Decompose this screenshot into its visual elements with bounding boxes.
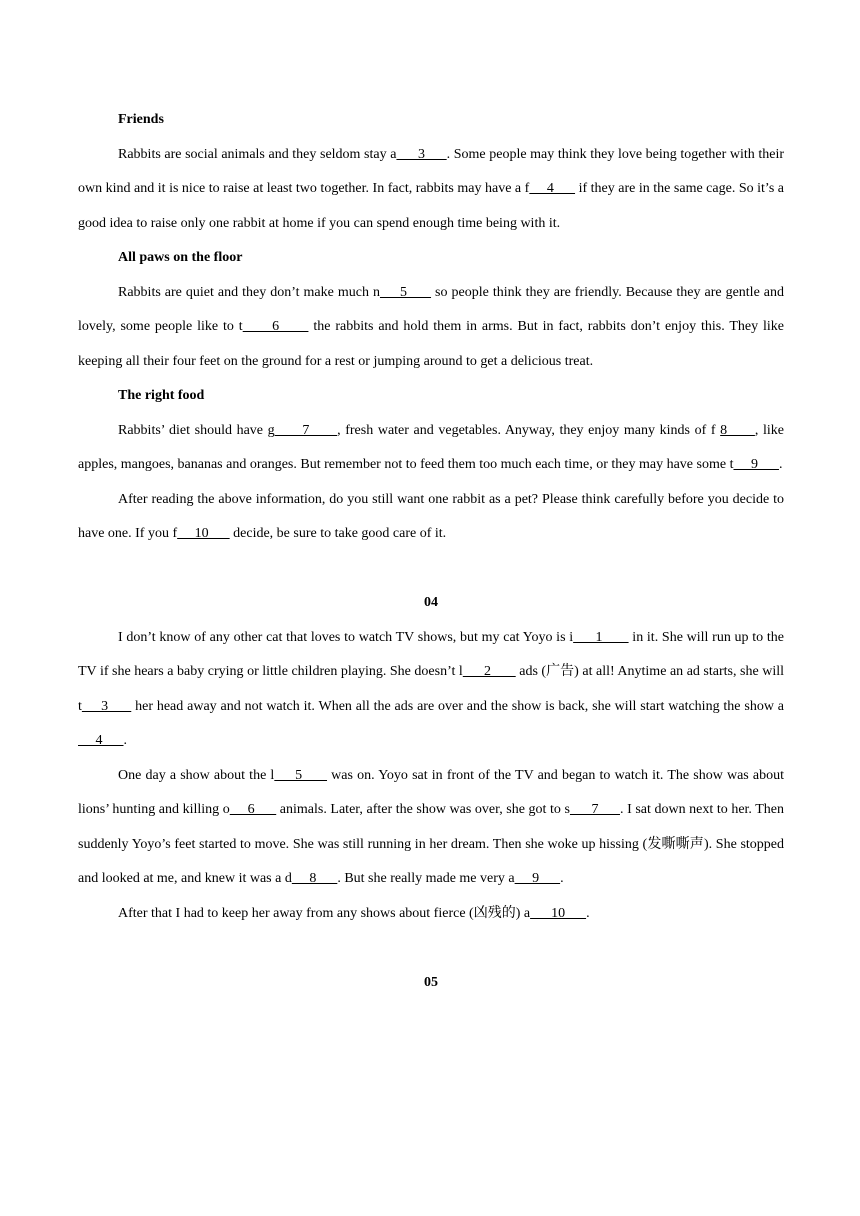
paragraph-04-1 [78, 621, 784, 759]
text-segment: . But she really made me very a [337, 871, 515, 886]
text-segment: After that I had to keep her away from any shows about fierce (凶残的) a [118, 905, 531, 921]
paragraph-04-3 [78, 897, 784, 932]
answer-blank: 6 [229, 802, 277, 817]
text-segment: was on. Yoyo sat in front of the TV and began to watch it. The show was about lions’ hunting and killing o [78, 767, 784, 817]
text-segment: . [123, 733, 127, 748]
text-segment: . Some people may think they love being together with their own kind and it is nice to raise at least two together. In fact, rabbits may have a f [78, 146, 784, 196]
paragraph-right-food [78, 414, 784, 483]
answer-blank: 9 [514, 871, 561, 886]
text-segment: animals. Later, after the show was over, she got to s [276, 802, 570, 817]
paragraph-all-paws [78, 276, 784, 380]
answer-blank: 4 [529, 181, 576, 196]
text-segment: if they are in the same cage. So it’s a good idea to raise only one rabbit at home if you can spend enough time being with it. [78, 181, 785, 231]
text-segment: . [560, 871, 564, 886]
answer-blank: 4 [78, 733, 124, 748]
answer-blank: 5 [379, 284, 432, 300]
answer-blank: 10 [530, 905, 587, 921]
text-segment: . [586, 905, 590, 921]
answer-blank: 9 [733, 457, 779, 472]
text-segment: her head away and not watch it. When all the ads are over and the show is back, she will start watching the show a [131, 698, 784, 714]
text-segment: in it. She will run up to the TV if she hears a baby crying or little children playing. She doesn’t l [78, 629, 784, 679]
section-number-04: 04 [424, 595, 438, 610]
answer-blank: 8 [720, 422, 755, 438]
text-segment: One day a show about the l [118, 767, 275, 783]
text-segment: Rabbits are quiet and they don’t make much n [118, 284, 380, 300]
text-segment: , fresh water and vegetables. Anyway, they enjoy many kinds of f [337, 422, 721, 438]
text-segment: the rabbits and hold them in arms. But in fact, rabbits don’t enjoy this. They like keeping all their four feet on the ground for a rest or jumping around to get a delicious treat. [78, 319, 784, 369]
answer-blank: 10 [177, 526, 230, 541]
paragraph-after-reading [78, 483, 784, 552]
section-number-05: 05 [424, 974, 438, 990]
text-segment: After reading the above information, do you still want one rabbit as a pet? Please think carefully before you decide to have one. If you f [78, 491, 784, 541]
answer-blank: 5 [274, 767, 328, 783]
text-segment: so people think they are friendly. Because they are gentle and lovely, some people like to t [78, 284, 785, 334]
answer-blank: 7 [274, 422, 338, 438]
text-segment: Rabbits’ diet should have g [118, 422, 275, 438]
answer-blank: 2 [462, 664, 516, 679]
heading-right-food: The right food [118, 388, 205, 403]
text-segment: decide, be sure to take good care of it. [229, 526, 447, 541]
text-segment: . I sat down next to her. Then suddenly Yoyo’s feet started to move. She was still running in her dream. Then she woke up hissing (发嘶嘶声). She stopped and looked at me, and knew it was a d [78, 802, 785, 886]
heading-all-paws: All paws on the floor [118, 250, 243, 265]
paragraph-04-2 [78, 759, 784, 897]
text-segment: . [778, 457, 783, 472]
text-segment: ads (广告) at all! Anytime an ad starts, she will t [78, 664, 784, 714]
paragraph-friends [78, 138, 784, 242]
answer-blank: 3 [81, 698, 132, 714]
text-segment: Rabbits are social animals and they seldom stay a [118, 146, 397, 162]
heading-friends: Friends [118, 112, 164, 127]
answer-blank: 7 [569, 802, 620, 817]
answer-blank: 1 [573, 629, 629, 645]
answer-blank: 3 [396, 146, 447, 162]
document-page [78, 103, 784, 1000]
answer-blank: 6 [242, 319, 309, 334]
text-segment: I don’t know of any other cat that loves to watch TV shows, but my cat Yoyo is i [118, 629, 574, 645]
answer-blank: 8 [291, 871, 338, 886]
text-segment: , like apples, mangoes, bananas and oranges. But remember not to feed them too much each time, or they may have some t [78, 422, 785, 472]
